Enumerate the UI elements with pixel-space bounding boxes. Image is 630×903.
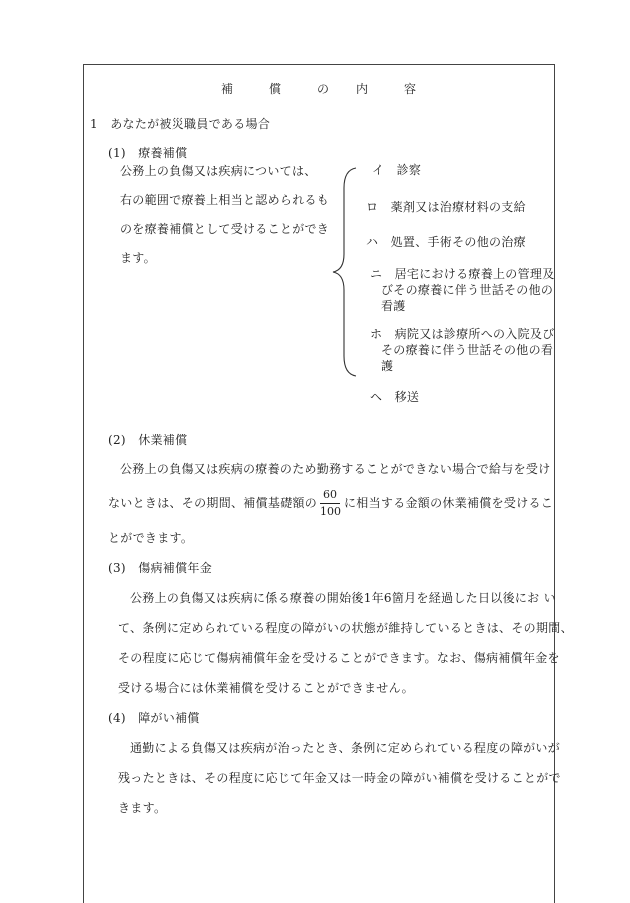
leave-heading: (2) 休業補償 xyxy=(108,433,188,447)
medical-item: その療養に伴う世話その他の看 xyxy=(381,343,554,357)
leave-line: に相当する金額の休業補償を受けるこ xyxy=(344,496,554,510)
leave-line: 公務上の負傷又は疾病の療養のため勤務することができない場合で給与を受け xyxy=(120,462,551,476)
pension-line: その程度に応じて傷病補償年金を受けることができます。なお、傷病補償年金を xyxy=(118,651,560,665)
fraction-60-100 xyxy=(320,488,340,519)
medical-item: 護 xyxy=(381,359,394,373)
medical-body-line: 公務上の負傷又は疾病については、 xyxy=(120,164,317,178)
medical-item: びその療養に伴う世話その他の xyxy=(381,283,554,297)
disability-line: きます。 xyxy=(118,801,167,815)
leave-line: とができます。 xyxy=(108,531,194,545)
medical-heading: (1) 療養補償 xyxy=(108,146,188,160)
title-char: 償 xyxy=(269,82,282,96)
medical-item: イ 診察 xyxy=(372,163,422,177)
disability-line: 通勤による負傷又は疾病が治ったとき、条例に定められている程度の障がいが xyxy=(130,741,561,755)
brace-icon xyxy=(330,166,360,378)
medical-body-line: ます。 xyxy=(120,251,156,265)
page-title xyxy=(0,80,630,96)
pension-heading: (3) 傷病補償年金 xyxy=(108,561,212,575)
fraction-bar xyxy=(320,503,340,504)
medical-body-line: のを療養補償として受けることができ xyxy=(120,222,330,236)
title-char: 補 xyxy=(221,82,234,96)
medical-item: ハ 処置、手術その他の治療 xyxy=(366,235,526,249)
medical-item: ニ 居宅における療養上の管理及 xyxy=(370,267,555,281)
medical-body-line: 右の範囲で療養上相当と認められるも xyxy=(120,193,330,207)
pension-line: 受ける場合には休業補償を受けることができません。 xyxy=(118,681,414,695)
title-char: の xyxy=(317,82,330,96)
fraction-numerator: 60 xyxy=(323,488,337,501)
title-char: 容 xyxy=(404,82,417,96)
medical-item: ロ 薬剤又は治療材料の支給 xyxy=(366,200,526,214)
leave-line: ないときは、その期間、補償基礎額の xyxy=(108,496,318,510)
pension-line: 公務上の負傷又は疾病に係る療養の開始後1年6箇月を経過した日以後にお い xyxy=(130,591,556,605)
fraction-denominator: 100 xyxy=(320,505,341,518)
medical-item: ヘ 移送 xyxy=(370,390,420,404)
title-char: 内 xyxy=(356,82,369,96)
disability-line: 残ったときは、その程度に応じて年金又は一時金の障がい補償を受けることがで xyxy=(118,771,561,785)
pension-line: て、条例に定められている程度の障がいの状態が維持しているときは、その期間、 xyxy=(118,621,573,635)
medical-item: 看護 xyxy=(381,299,406,313)
disability-heading: (4) 障がい補償 xyxy=(108,711,200,725)
section1-heading: 1 あなたが被災職員である場合 xyxy=(90,117,271,131)
medical-item: ホ 病院又は診療所への入院及び xyxy=(370,327,555,341)
